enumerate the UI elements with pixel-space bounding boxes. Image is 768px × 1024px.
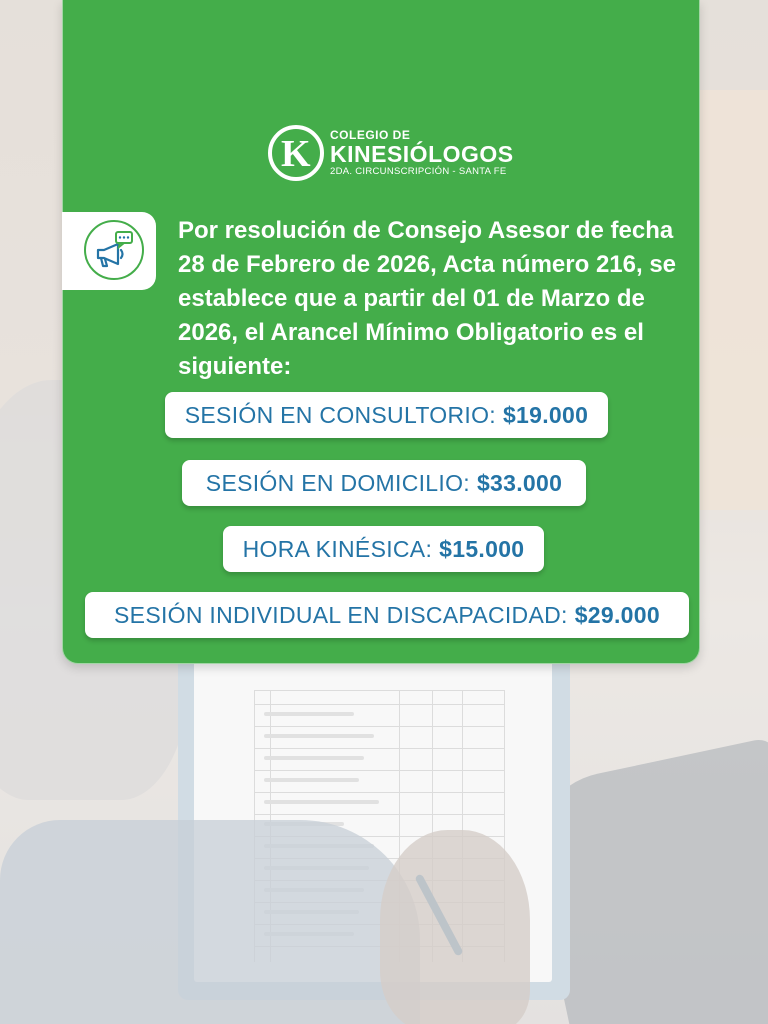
logo-line1: COLEGIO DE bbox=[330, 128, 411, 142]
price-value: $15.000 bbox=[439, 535, 525, 562]
price-value: $33.000 bbox=[476, 469, 563, 496]
price-consultorio bbox=[165, 392, 608, 438]
logo-line3: 2DA. CIRCUNSCRIPCIÓN - SANTA FE bbox=[330, 166, 507, 177]
price-label: HORA KINÉSICA: bbox=[242, 535, 433, 562]
price-label: SESIÓN EN CONSULTORIO: bbox=[184, 401, 496, 428]
price-discapacidad bbox=[85, 592, 689, 638]
logo-k-icon: K bbox=[268, 125, 324, 181]
announcement-badge bbox=[62, 212, 156, 290]
price-label: SESIÓN EN DOMICILIO: bbox=[205, 469, 470, 496]
logo bbox=[268, 124, 514, 182]
price-value: $29.000 bbox=[574, 601, 660, 628]
price-value: $19.000 bbox=[502, 401, 589, 428]
price-domicilio bbox=[182, 460, 586, 506]
price-hora-kinesica bbox=[223, 526, 544, 572]
logo-line2: KINESIÓLOGOS bbox=[330, 141, 514, 167]
megaphone-icon bbox=[84, 220, 144, 280]
price-label: SESIÓN INDIVIDUAL EN DISCAPACIDAD: bbox=[114, 601, 568, 628]
announcement-text: Por resolución de Consejo Asesor de fecha 28 de Febrero de 2026, Acta número 216, se establece que a partir del 01 de Marzo de 2026, el Arancel Mínimo Obligatorio es el siguiente: bbox=[178, 217, 677, 380]
logo-text bbox=[330, 128, 514, 178]
